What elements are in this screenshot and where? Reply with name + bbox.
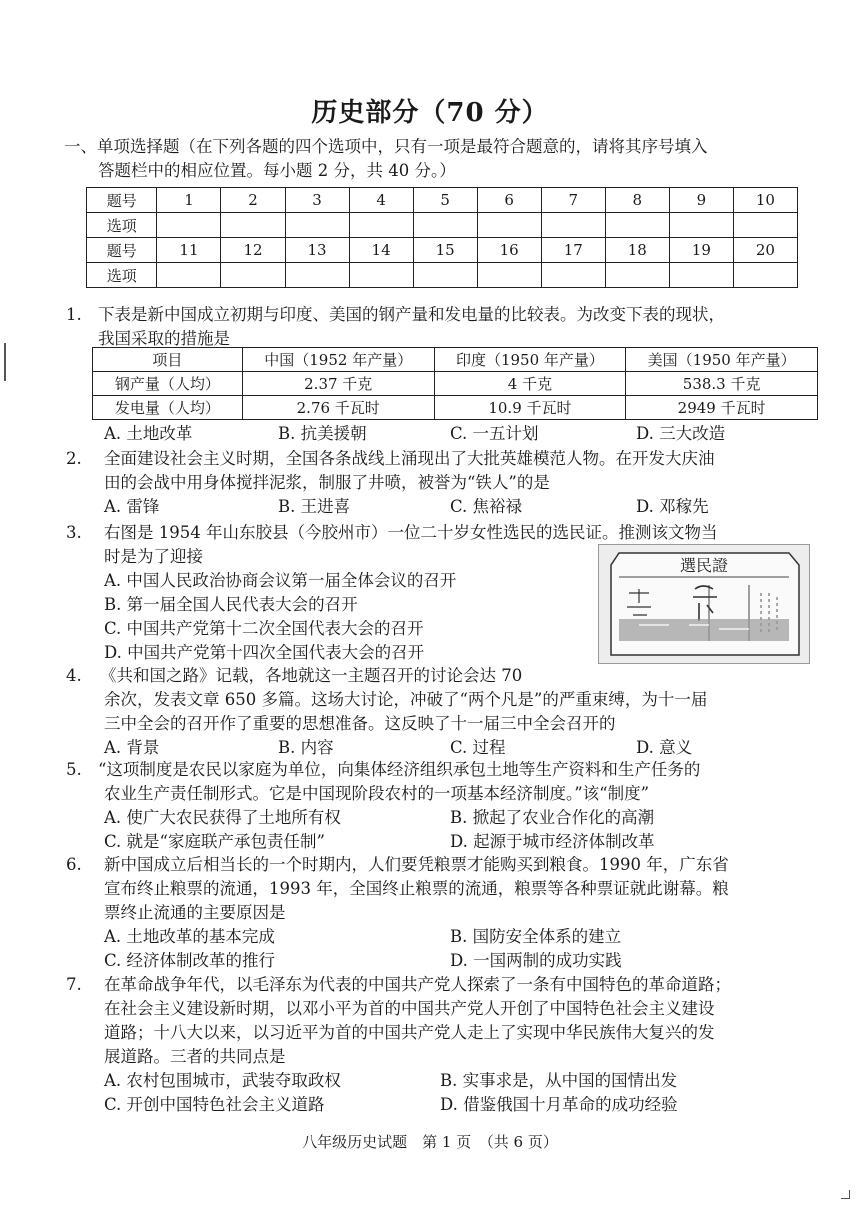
table-row [93,396,818,420]
question-number-1: 1. [66,305,82,324]
option-c[interactable]: C. 一五计划 [450,424,539,443]
question-number-7: 7. [66,975,82,994]
question-number: 16 [477,238,541,263]
table-header: 美国（1950 年产量） [626,348,818,372]
answer-cell[interactable] [285,263,349,288]
question-number: 2 [221,188,285,213]
question-7-line-3: 道路；十八大以来，以习近平为首的中国共产党人走上了实现中华民族伟大复兴的发 [104,1023,715,1042]
option-a[interactable]: A. 土地改革的基本完成 [104,927,275,946]
option-c[interactable]: C. 过程 [450,738,506,757]
question-3-line-1: 右图是 1954 年山东胶县（今胶州市）一位二十岁女性选民的选民证。推测该文物当 [104,523,718,542]
answer-table [86,187,798,288]
table-header: 中国（1952 年产量） [242,348,434,372]
answer-cell[interactable] [221,213,285,238]
option-c[interactable]: C. 焦裕禄 [450,497,523,516]
option-b[interactable]: B. 实事求是，从中国的国情出发 [440,1071,678,1090]
table-cell: 538.3 千克 [626,372,818,396]
option-c[interactable]: C. 就是“家庭联产承包责任制” [104,832,325,851]
table-row [93,372,818,396]
answer-cell[interactable] [221,263,285,288]
option-a[interactable]: A. 雷锋 [104,497,160,516]
option-b[interactable]: B. 国防安全体系的建立 [450,927,622,946]
table-cell: 2.37 千克 [242,372,434,396]
question-number-5: 5. [66,760,82,779]
answer-cell[interactable] [669,213,733,238]
answer-cell[interactable] [733,263,797,288]
option-a[interactable]: A. 农村包围城市，武装夺取政权 [104,1071,341,1090]
answer-cell[interactable] [285,213,349,238]
answer-cell[interactable] [157,213,221,238]
row-label: 选项 [87,263,157,288]
option-d[interactable]: D. 借鉴俄国十月革命的成功经验 [440,1095,678,1114]
answer-table-row [87,188,798,213]
option-d[interactable]: D. 中国共产党第十四次全国代表大会的召开 [104,643,425,662]
table-header: 项目 [93,348,243,372]
question-number-3: 3. [66,523,82,542]
option-d[interactable]: D. 起源于城市经济体制改革 [450,832,655,851]
answer-cell[interactable] [605,213,669,238]
question-6-line-2: 宣布终止粮票的流通，1993 年，全国终止粮票的流通，粮票等各种票证就此谢幕。粮 [104,879,729,898]
page-footer: 八年级历史试题 第 1 页 （共 6 页） [302,1133,558,1151]
question-number: 8 [605,188,669,213]
option-b[interactable]: B. 第一届全国人民代表大会的召开 [104,595,358,614]
question-number: 4 [349,188,413,213]
option-b[interactable]: B. 抗美援朝 [278,424,367,443]
question-number-2: 2. [66,449,82,468]
page-title: 历史部分（70 分） [311,98,549,128]
question-number: 15 [413,238,477,263]
question-1-line-2: 我国采取的措施是 [98,329,230,348]
question-5-line-1: “这项制度是农民以家庭为单位，向集体经济组织承包土地等生产资料和生产任务的 [98,760,701,779]
answer-cell[interactable] [413,263,477,288]
card-title: 選民證 [679,556,729,575]
corner-mark [841,1190,850,1199]
row-label: 题号 [87,188,157,213]
answer-table-row [87,238,798,263]
answer-cell[interactable] [477,263,541,288]
option-b[interactable]: B. 王进喜 [278,497,351,516]
answer-cell[interactable] [541,263,605,288]
question-number: 14 [349,238,413,263]
question-number: 11 [157,238,221,263]
option-b[interactable]: B. 掀起了农业合作化的高潮 [450,808,655,827]
answer-cell[interactable] [157,263,221,288]
question-1-line-1: 下表是新中国成立初期与印度、美国的钢产量和发电量的比较表。为改变下表的现状， [98,305,725,324]
question-3-line-2: 时是为了迎接 [104,547,203,566]
table-cell: 2.76 千瓦时 [242,396,434,420]
answer-cell[interactable] [733,213,797,238]
answer-cell[interactable] [349,263,413,288]
question-number: 20 [733,238,797,263]
option-c[interactable]: C. 开创中国特色社会主义道路 [104,1095,325,1114]
option-d[interactable]: D. 三大改造 [636,424,726,443]
question-number: 19 [669,238,733,263]
question-number: 17 [541,238,605,263]
table-cell: 钢产量（人均） [93,372,243,396]
question-number: 5 [413,188,477,213]
row-label: 题号 [87,238,157,263]
option-a[interactable]: A. 使广大农民获得了土地所有权 [104,808,341,827]
table-cell: 10.9 千瓦时 [434,396,626,420]
question-7-line-4: 展道路。三者的共同点是 [104,1047,286,1066]
voter-certificate-drawing [599,545,809,663]
answer-cell[interactable] [669,263,733,288]
question-number-4: 4. [66,666,82,685]
option-a[interactable]: A. 土地改革 [104,424,193,443]
section-instruction-line-1: 一、单项选择题（在下列各题的四个选项中，只有一项是最符合题意的，请将其序号填入 [64,137,708,156]
answer-cell[interactable] [605,263,669,288]
question-2-line-2: 田的会战中用身体搅拌泥浆，制服了井喷，被誉为“铁人”的是 [104,473,550,492]
question-number: 12 [221,238,285,263]
question-7-line-2: 在社会主义建设新时期，以邓小平为首的中国共产党人开创了中国特色社会主义建设 [104,999,715,1018]
question-4-line-3: 三中全会的召开作了重要的思想准备。这反映了十一届三中全会召开的 [104,714,616,733]
answer-cell[interactable] [349,213,413,238]
question-number: 3 [285,188,349,213]
option-c[interactable]: C. 中国共产党第十二次全国代表大会的召开 [104,619,424,638]
option-a[interactable]: A. 中国人民政治协商会议第一届全体会议的召开 [104,571,457,590]
row-label: 选项 [87,213,157,238]
option-c[interactable]: C. 经济体制改革的推行 [104,951,276,970]
answer-table-row [87,263,798,288]
question-number: 7 [541,188,605,213]
option-d[interactable]: D. 意义 [636,738,693,757]
section-instruction-line-2: 答题栏中的相应位置。每小题 2 分，共 40 分。） [98,161,456,180]
question-number: 10 [733,188,797,213]
answer-cell[interactable] [413,213,477,238]
table-cell: 2949 千瓦时 [626,396,818,420]
answer-cell[interactable] [477,213,541,238]
question-7-line-1: 在革命战争年代，以毛泽东为代表的中国共产党人探索了一条有中国特色的革命道路； [104,975,731,994]
question-number-6: 6. [66,855,82,874]
option-a[interactable]: A. 背景 [104,738,160,757]
scan-edge-mark [4,343,6,381]
table-cell: 4 千克 [434,372,626,396]
question-4-line-2: 余次，发表文章 650 多篇。这场大讨论，冲破了“两个凡是”的严重束缚，为十一届 [104,690,708,709]
question-number: 1 [157,188,221,213]
question-4-line-1: 《共和国之路》记载，各地就这一主题召开的讨论会达 70 [100,666,523,685]
question-number: 9 [669,188,733,213]
table-header: 印度（1950 年产量） [434,348,626,372]
answer-cell[interactable] [541,213,605,238]
question-2-line-1: 全面建设社会主义时期，全国各条战线上涌现出了大批英雄模范人物。在开发大庆油 [104,449,715,468]
question-number: 13 [285,238,349,263]
option-b[interactable]: B. 内容 [278,738,334,757]
voter-certificate-image [598,544,810,664]
question-6-line-1: 新中国成立后相当长的一个时期内，人们要凭粮票才能购买到粮食。1990 年，广东省 [104,855,729,874]
option-d[interactable]: D. 一国两制的成功实践 [450,951,622,970]
answer-table-row [87,213,798,238]
table-cell: 发电量（人均） [93,396,243,420]
table-header-row [93,348,818,372]
comparison-table [92,347,818,420]
question-number: 6 [477,188,541,213]
question-number: 18 [605,238,669,263]
option-d[interactable]: D. 邓稼先 [636,497,709,516]
question-5-line-2: 农业生产责任制形式。它是中国现阶段农村的一项基本经济制度。”该“制度” [104,784,650,803]
question-6-line-3: 票终止流通的主要原因是 [104,903,286,922]
